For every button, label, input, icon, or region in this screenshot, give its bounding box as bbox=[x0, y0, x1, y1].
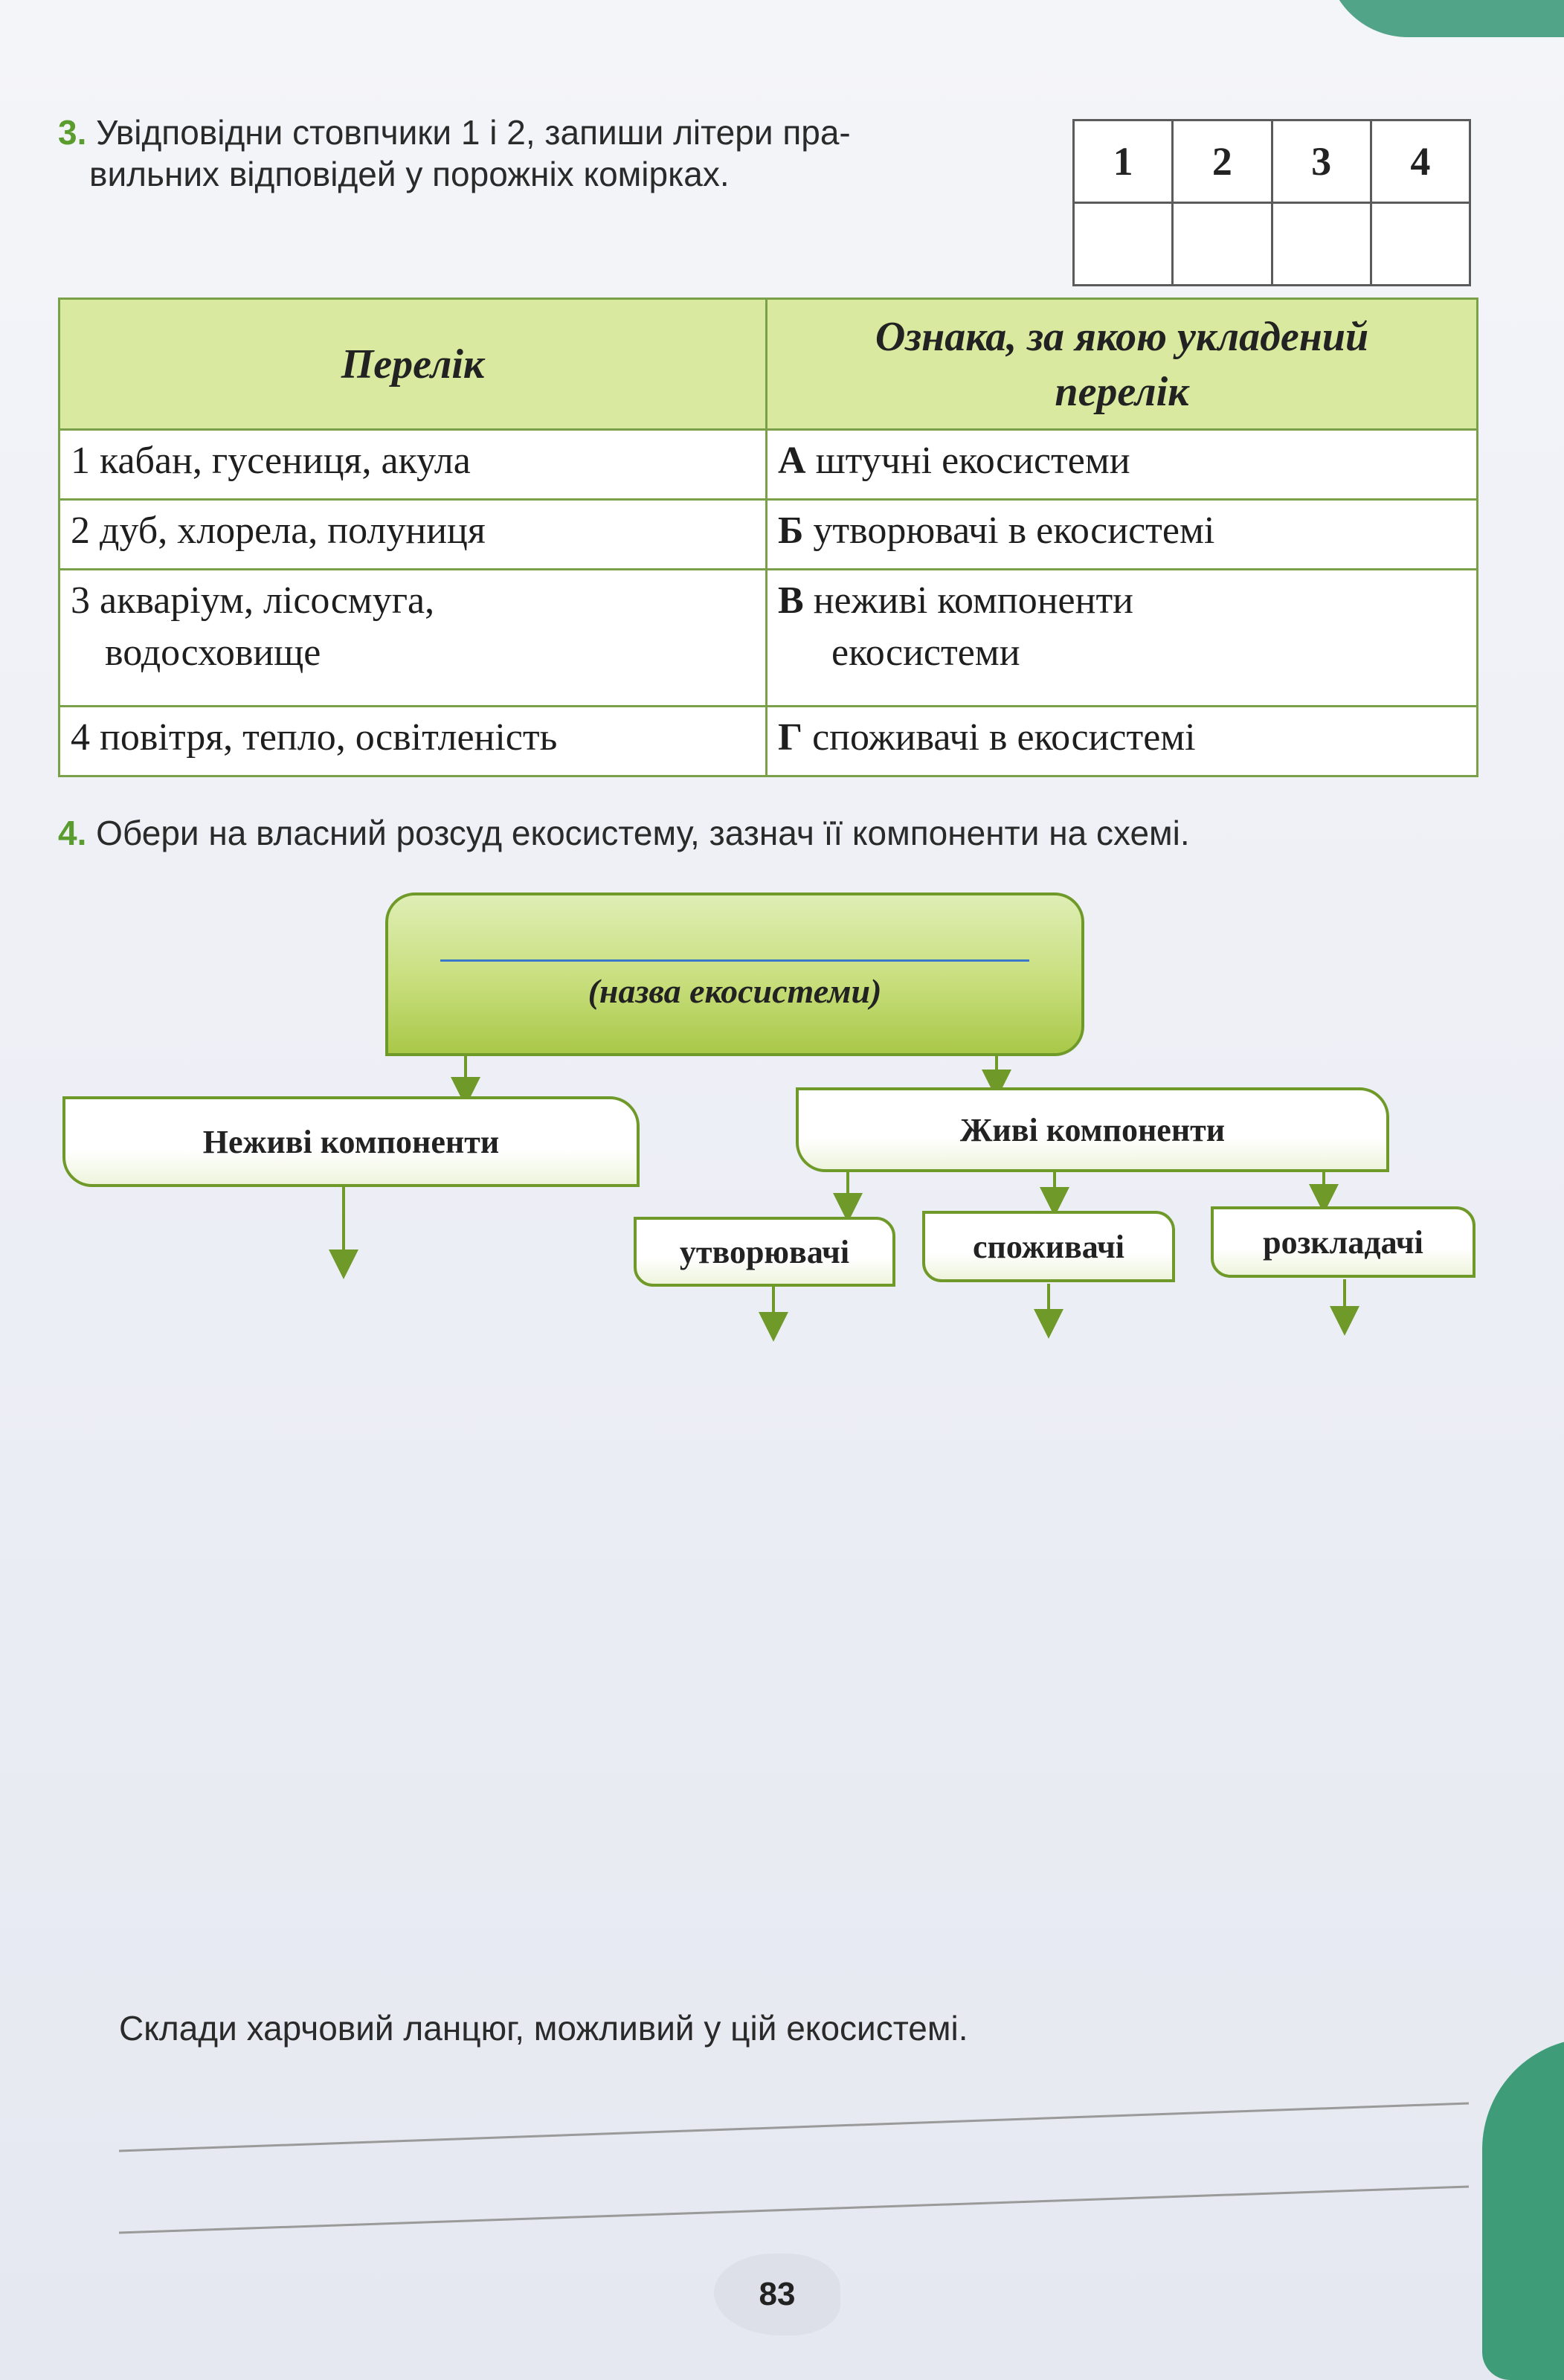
grid-header-2: 2 bbox=[1173, 120, 1272, 203]
row-3-num: 3 bbox=[71, 579, 90, 622]
grid-header-1: 1 bbox=[1074, 120, 1173, 203]
row-3-letter: В bbox=[778, 579, 804, 622]
decomposers-box: розкладачі bbox=[1211, 1206, 1475, 1278]
row-4-feature: споживачі в екосистемі bbox=[812, 716, 1196, 759]
answer-line-2 bbox=[119, 2187, 1469, 2233]
row-3-feature-line2: екосистеми bbox=[831, 631, 1020, 674]
ecosystem-name-caption: (назва екосистеми) bbox=[588, 972, 882, 1010]
living-components-box: Живі компоненти bbox=[796, 1087, 1389, 1172]
task3-line1: Увідповідни стовпчики 1 і 2, запиши літери пра- bbox=[96, 113, 851, 152]
grid-header-4: 4 bbox=[1371, 120, 1470, 203]
answer-line-1 bbox=[119, 2103, 1469, 2151]
table-header-right-line2: перелік bbox=[1055, 368, 1189, 415]
task4-instruction: Обери на власний розсуд екосистему, зазнач її компоненти на схемі. bbox=[96, 814, 1190, 852]
task3-line2: вильних відповідей у порожніх комірках. bbox=[89, 155, 730, 193]
task3-number: 3. bbox=[58, 113, 87, 152]
row-2-num: 2 bbox=[71, 509, 90, 552]
table-header-left: Перелік bbox=[59, 299, 767, 430]
consumers-box: споживачі bbox=[922, 1211, 1175, 1282]
row-4-text: повітря, тепло, освітленість bbox=[100, 716, 558, 759]
row-4-letter: Г bbox=[778, 716, 803, 759]
row-4-num: 4 bbox=[71, 716, 90, 759]
row-1-letter: А bbox=[778, 440, 806, 482]
grid-header-3: 3 bbox=[1272, 120, 1371, 203]
row-2-feature: утворювачі в екосистемі bbox=[813, 509, 1215, 552]
row-2-letter: Б bbox=[778, 509, 804, 552]
table-header-right-line1: Ознака, за якою укладений bbox=[875, 313, 1369, 360]
page-number: 83 bbox=[759, 2276, 796, 2312]
row-3-text-line1: акваріум, лісосмуга, bbox=[100, 579, 435, 622]
row-1-feature: штучні екосистеми bbox=[815, 440, 1130, 482]
producers-box: утворювачі bbox=[634, 1217, 895, 1287]
nonliving-components-box: Неживі компоненти bbox=[62, 1096, 640, 1187]
row-3-feature-line1: неживі компоненти bbox=[813, 579, 1134, 622]
row-1-text: кабан, гусениця, акула bbox=[100, 440, 471, 482]
row-2-text: дуб, хлорела, полуниця bbox=[100, 509, 486, 552]
row-3-text-line2: водосховище bbox=[105, 631, 321, 674]
row-1-num: 1 bbox=[71, 440, 90, 482]
food-chain-prompt: Склади харчовий ланцюг, можливий у цій екосистемі. bbox=[119, 2009, 968, 2048]
task4-number: 4. bbox=[58, 814, 87, 852]
answer-lines bbox=[119, 2103, 1469, 2233]
